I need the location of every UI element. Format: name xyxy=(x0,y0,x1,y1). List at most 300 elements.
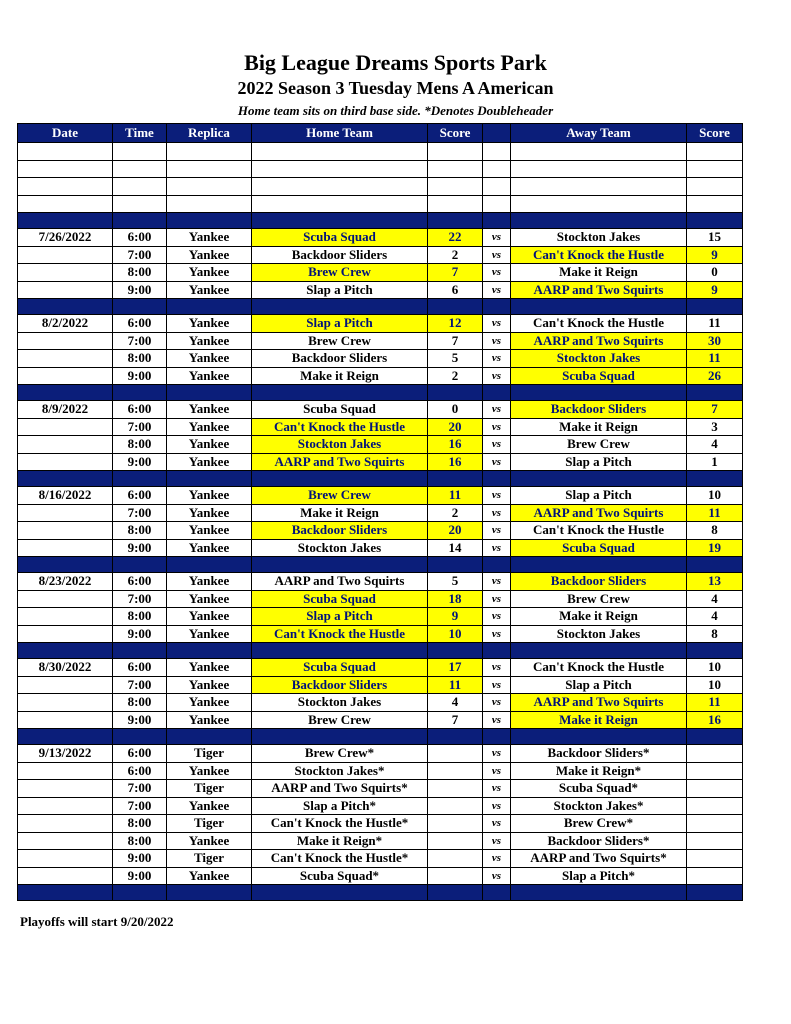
separator-cell xyxy=(483,385,511,401)
away-team: Stockton Jakes xyxy=(511,625,687,643)
game-row xyxy=(18,797,743,815)
away-score xyxy=(687,762,743,780)
game-row xyxy=(18,418,743,436)
game-time: 6:00 xyxy=(113,762,167,780)
blank-cell xyxy=(687,143,743,161)
separator-cell xyxy=(18,471,113,487)
home-team: Stockton Jakes xyxy=(252,694,428,712)
separator-cell xyxy=(483,213,511,229)
away-score: 0 xyxy=(687,264,743,282)
game-date: 9/13/2022 xyxy=(18,745,113,763)
home-team: Scuba Squad xyxy=(252,229,428,247)
home-score xyxy=(428,762,483,780)
game-time: 9:00 xyxy=(113,867,167,885)
game-time: 6:00 xyxy=(113,573,167,591)
separator-cell xyxy=(687,213,743,229)
vs-label: vs xyxy=(483,590,511,608)
game-replica: Yankee xyxy=(167,436,252,454)
separator-cell xyxy=(113,729,167,745)
separator-cell xyxy=(511,885,687,901)
blank-cell xyxy=(511,195,687,213)
away-team: Make it Reign xyxy=(511,264,687,282)
home-score xyxy=(428,867,483,885)
away-team: Backdoor Sliders* xyxy=(511,832,687,850)
home-team: Stockton Jakes xyxy=(252,539,428,557)
home-score: 2 xyxy=(428,367,483,385)
vs-label: vs xyxy=(483,780,511,798)
separator-row xyxy=(18,385,743,401)
game-time: 7:00 xyxy=(113,797,167,815)
vs-label: vs xyxy=(483,711,511,729)
away-team: Stockton Jakes xyxy=(511,350,687,368)
game-time: 8:00 xyxy=(113,815,167,833)
separator-row xyxy=(18,729,743,745)
game-time: 8:00 xyxy=(113,832,167,850)
separator-cell xyxy=(483,471,511,487)
away-team: Brew Crew* xyxy=(511,815,687,833)
home-team: Slap a Pitch xyxy=(252,281,428,299)
separator-cell xyxy=(511,729,687,745)
game-row xyxy=(18,780,743,798)
game-row xyxy=(18,815,743,833)
separator-row xyxy=(18,471,743,487)
away-score: 10 xyxy=(687,676,743,694)
home-score xyxy=(428,815,483,833)
game-time: 6:00 xyxy=(113,745,167,763)
separator-cell xyxy=(428,557,483,573)
blank-cell xyxy=(428,195,483,213)
game-replica: Tiger xyxy=(167,780,252,798)
separator-cell xyxy=(428,729,483,745)
game-time: 6:00 xyxy=(113,401,167,419)
col-vs-header xyxy=(483,124,511,143)
home-score: 7 xyxy=(428,264,483,282)
blank-cell xyxy=(18,178,113,196)
blank-cell xyxy=(428,143,483,161)
separator-cell xyxy=(252,213,428,229)
separator-row xyxy=(18,213,743,229)
home-team: Can't Knock the Hustle* xyxy=(252,815,428,833)
game-replica: Yankee xyxy=(167,350,252,368)
game-date-empty xyxy=(18,332,113,350)
game-time: 8:00 xyxy=(113,264,167,282)
vs-label: vs xyxy=(483,453,511,471)
away-score: 16 xyxy=(687,711,743,729)
vs-label: vs xyxy=(483,659,511,677)
separator-cell xyxy=(167,643,252,659)
separator-cell xyxy=(252,385,428,401)
separator-cell xyxy=(113,557,167,573)
separator-cell xyxy=(18,385,113,401)
away-team: Make it Reign* xyxy=(511,762,687,780)
home-score: 11 xyxy=(428,487,483,505)
separator-cell xyxy=(18,299,113,315)
game-replica: Yankee xyxy=(167,762,252,780)
game-time: 7:00 xyxy=(113,780,167,798)
vs-label: vs xyxy=(483,401,511,419)
col-away-score-header: Score xyxy=(687,124,743,143)
separator-cell xyxy=(18,213,113,229)
game-row xyxy=(18,676,743,694)
vs-label: vs xyxy=(483,832,511,850)
away-team: Brew Crew xyxy=(511,590,687,608)
home-team: Brew Crew* xyxy=(252,745,428,763)
away-team: Slap a Pitch xyxy=(511,453,687,471)
home-team: Scuba Squad xyxy=(252,590,428,608)
blank-row xyxy=(18,160,743,178)
separator-cell xyxy=(252,557,428,573)
separator-row xyxy=(18,299,743,315)
home-team: AARP and Two Squirts xyxy=(252,573,428,591)
separator-cell xyxy=(687,557,743,573)
home-score: 20 xyxy=(428,418,483,436)
vs-label: vs xyxy=(483,797,511,815)
home-score: 4 xyxy=(428,694,483,712)
away-team: Can't Knock the Hustle xyxy=(511,246,687,264)
game-replica: Yankee xyxy=(167,590,252,608)
blank-cell xyxy=(18,160,113,178)
away-team: Slap a Pitch* xyxy=(511,867,687,885)
separator-cell xyxy=(167,385,252,401)
separator-cell xyxy=(483,885,511,901)
game-time: 9:00 xyxy=(113,453,167,471)
home-team: Make it Reign xyxy=(252,504,428,522)
home-team: Can't Knock the Hustle xyxy=(252,625,428,643)
vs-label: vs xyxy=(483,676,511,694)
home-score: 22 xyxy=(428,229,483,247)
game-row xyxy=(18,608,743,626)
game-row xyxy=(18,315,743,333)
game-row xyxy=(18,522,743,540)
separator-cell xyxy=(428,471,483,487)
separator-cell xyxy=(428,643,483,659)
home-score xyxy=(428,780,483,798)
game-date-empty xyxy=(18,504,113,522)
separator-cell xyxy=(167,213,252,229)
game-row xyxy=(18,573,743,591)
vs-label: vs xyxy=(483,694,511,712)
home-team: Can't Knock the Hustle* xyxy=(252,850,428,868)
away-score: 15 xyxy=(687,229,743,247)
home-score: 12 xyxy=(428,315,483,333)
separator-cell xyxy=(511,385,687,401)
home-team: Make it Reign xyxy=(252,367,428,385)
separator-cell xyxy=(428,213,483,229)
away-team: Slap a Pitch xyxy=(511,676,687,694)
away-team: Scuba Squad* xyxy=(511,780,687,798)
col-date-header: Date xyxy=(18,124,113,143)
away-team: Stockton Jakes* xyxy=(511,797,687,815)
separator-cell xyxy=(252,729,428,745)
blank-cell xyxy=(167,178,252,196)
separator-cell xyxy=(252,885,428,901)
vs-label: vs xyxy=(483,246,511,264)
blank-cell xyxy=(511,143,687,161)
blank-cell xyxy=(483,160,511,178)
blank-cell xyxy=(687,160,743,178)
home-score: 2 xyxy=(428,504,483,522)
game-row xyxy=(18,539,743,557)
separator-cell xyxy=(18,643,113,659)
blank-cell xyxy=(483,178,511,196)
blank-cell xyxy=(167,143,252,161)
separator-cell xyxy=(511,299,687,315)
game-date-empty xyxy=(18,418,113,436)
game-replica: Yankee xyxy=(167,711,252,729)
separator-cell xyxy=(511,471,687,487)
away-score xyxy=(687,815,743,833)
game-time: 6:00 xyxy=(113,229,167,247)
home-score: 11 xyxy=(428,676,483,694)
game-row xyxy=(18,487,743,505)
separator-cell xyxy=(113,471,167,487)
away-score: 9 xyxy=(687,281,743,299)
away-team: Backdoor Sliders* xyxy=(511,745,687,763)
game-row xyxy=(18,229,743,247)
game-replica: Yankee xyxy=(167,332,252,350)
col-away-team-header: Away Team xyxy=(511,124,687,143)
home-team: Brew Crew xyxy=(252,487,428,505)
blank-cell xyxy=(113,195,167,213)
vs-label: vs xyxy=(483,281,511,299)
vs-label: vs xyxy=(483,850,511,868)
separator-cell xyxy=(18,885,113,901)
away-team: Make it Reign xyxy=(511,418,687,436)
away-team: Can't Knock the Hustle xyxy=(511,659,687,677)
home-team: Backdoor Sliders xyxy=(252,522,428,540)
game-replica: Yankee xyxy=(167,573,252,591)
game-row xyxy=(18,367,743,385)
game-row xyxy=(18,246,743,264)
game-date-empty xyxy=(18,850,113,868)
blank-cell xyxy=(483,195,511,213)
home-score: 17 xyxy=(428,659,483,677)
game-row xyxy=(18,711,743,729)
away-team: Backdoor Sliders xyxy=(511,401,687,419)
vs-label: vs xyxy=(483,745,511,763)
away-team: AARP and Two Squirts xyxy=(511,504,687,522)
game-time: 9:00 xyxy=(113,539,167,557)
home-score: 6 xyxy=(428,281,483,299)
separator-cell xyxy=(113,885,167,901)
separator-cell xyxy=(428,299,483,315)
vs-label: vs xyxy=(483,264,511,282)
home-team: Scuba Squad* xyxy=(252,867,428,885)
away-team: Can't Knock the Hustle xyxy=(511,315,687,333)
game-row xyxy=(18,694,743,712)
separator-cell xyxy=(687,471,743,487)
game-row xyxy=(18,867,743,885)
home-score: 18 xyxy=(428,590,483,608)
game-replica: Tiger xyxy=(167,850,252,868)
vs-label: vs xyxy=(483,522,511,540)
away-score: 26 xyxy=(687,367,743,385)
game-date-empty xyxy=(18,867,113,885)
home-team: Can't Knock the Hustle xyxy=(252,418,428,436)
playoffs-note: Playoffs will start 9/20/2022 xyxy=(20,914,174,929)
game-time: 9:00 xyxy=(113,711,167,729)
game-replica: Yankee xyxy=(167,229,252,247)
game-replica: Yankee xyxy=(167,281,252,299)
game-replica: Yankee xyxy=(167,522,252,540)
game-replica: Yankee xyxy=(167,694,252,712)
game-time: 9:00 xyxy=(113,850,167,868)
home-score xyxy=(428,832,483,850)
home-team: Scuba Squad xyxy=(252,659,428,677)
away-team: Brew Crew xyxy=(511,436,687,454)
away-team: Scuba Squad xyxy=(511,367,687,385)
game-replica: Yankee xyxy=(167,625,252,643)
col-replica-header: Replica xyxy=(167,124,252,143)
game-replica: Tiger xyxy=(167,815,252,833)
schedule-table xyxy=(17,123,743,901)
blank-row xyxy=(18,178,743,196)
game-date: 8/16/2022 xyxy=(18,487,113,505)
away-team: AARP and Two Squirts xyxy=(511,281,687,299)
separator-cell xyxy=(113,299,167,315)
home-team: Stockton Jakes* xyxy=(252,762,428,780)
away-score: 11 xyxy=(687,504,743,522)
blank-cell xyxy=(252,143,428,161)
away-score: 4 xyxy=(687,608,743,626)
blank-cell xyxy=(428,178,483,196)
separator-cell xyxy=(511,213,687,229)
game-time: 8:00 xyxy=(113,694,167,712)
game-time: 7:00 xyxy=(113,246,167,264)
away-score: 4 xyxy=(687,590,743,608)
game-replica: Yankee xyxy=(167,315,252,333)
game-date-empty xyxy=(18,608,113,626)
game-date-empty xyxy=(18,815,113,833)
separator-row xyxy=(18,885,743,901)
away-team: Can't Knock the Hustle xyxy=(511,522,687,540)
blank-row xyxy=(18,195,743,213)
separator-cell xyxy=(511,643,687,659)
game-date-empty xyxy=(18,694,113,712)
game-date-empty xyxy=(18,539,113,557)
game-time: 8:00 xyxy=(113,436,167,454)
separator-cell xyxy=(483,643,511,659)
separator-row xyxy=(18,557,743,573)
game-date: 8/30/2022 xyxy=(18,659,113,677)
game-replica: Yankee xyxy=(167,453,252,471)
home-score xyxy=(428,850,483,868)
schedule-body xyxy=(18,143,743,901)
separator-cell xyxy=(428,885,483,901)
away-score: 10 xyxy=(687,487,743,505)
away-score: 1 xyxy=(687,453,743,471)
col-home-team-header: Home Team xyxy=(252,124,428,143)
blank-cell xyxy=(113,143,167,161)
separator-cell xyxy=(167,471,252,487)
game-replica: Yankee xyxy=(167,401,252,419)
away-score: 11 xyxy=(687,350,743,368)
home-team: Brew Crew xyxy=(252,711,428,729)
vs-label: vs xyxy=(483,350,511,368)
separator-cell xyxy=(483,557,511,573)
home-team: AARP and Two Squirts xyxy=(252,453,428,471)
game-replica: Tiger xyxy=(167,745,252,763)
game-replica: Yankee xyxy=(167,797,252,815)
separator-cell xyxy=(687,729,743,745)
game-time: 6:00 xyxy=(113,487,167,505)
game-replica: Yankee xyxy=(167,264,252,282)
game-row xyxy=(18,332,743,350)
game-replica: Yankee xyxy=(167,487,252,505)
game-date-empty xyxy=(18,676,113,694)
home-team: Brew Crew xyxy=(252,332,428,350)
away-score: 3 xyxy=(687,418,743,436)
vs-label: vs xyxy=(483,625,511,643)
game-time: 7:00 xyxy=(113,504,167,522)
game-time: 7:00 xyxy=(113,332,167,350)
vs-label: vs xyxy=(483,229,511,247)
vs-label: vs xyxy=(483,815,511,833)
game-date-empty xyxy=(18,832,113,850)
game-date-empty xyxy=(18,797,113,815)
separator-cell xyxy=(511,557,687,573)
separator-cell xyxy=(252,643,428,659)
vs-label: vs xyxy=(483,315,511,333)
separator-cell xyxy=(687,643,743,659)
blank-cell xyxy=(113,178,167,196)
game-row xyxy=(18,590,743,608)
vs-label: vs xyxy=(483,487,511,505)
away-score: 4 xyxy=(687,436,743,454)
separator-cell xyxy=(113,643,167,659)
separator-cell xyxy=(687,385,743,401)
home-team: Slap a Pitch* xyxy=(252,797,428,815)
blank-cell xyxy=(511,178,687,196)
away-team: AARP and Two Squirts xyxy=(511,332,687,350)
col-time-header: Time xyxy=(113,124,167,143)
game-replica: Yankee xyxy=(167,676,252,694)
away-score: 11 xyxy=(687,315,743,333)
game-date-empty xyxy=(18,762,113,780)
game-time: 6:00 xyxy=(113,659,167,677)
home-score: 5 xyxy=(428,350,483,368)
away-score: 8 xyxy=(687,625,743,643)
blank-cell xyxy=(252,178,428,196)
game-date-empty xyxy=(18,453,113,471)
game-replica: Yankee xyxy=(167,832,252,850)
vs-label: vs xyxy=(483,436,511,454)
game-date-empty xyxy=(18,367,113,385)
game-row xyxy=(18,762,743,780)
separator-cell xyxy=(113,213,167,229)
separator-cell xyxy=(687,885,743,901)
home-team: Backdoor Sliders xyxy=(252,350,428,368)
game-date-empty xyxy=(18,436,113,454)
vs-label: vs xyxy=(483,367,511,385)
away-team: Scuba Squad xyxy=(511,539,687,557)
game-date-empty xyxy=(18,350,113,368)
home-team: Slap a Pitch xyxy=(252,315,428,333)
game-row xyxy=(18,281,743,299)
blank-cell xyxy=(687,195,743,213)
game-time: 7:00 xyxy=(113,676,167,694)
vs-label: vs xyxy=(483,573,511,591)
game-date: 8/2/2022 xyxy=(18,315,113,333)
game-row xyxy=(18,625,743,643)
blank-cell xyxy=(511,160,687,178)
game-date-empty xyxy=(18,522,113,540)
blank-cell xyxy=(167,160,252,178)
away-score xyxy=(687,832,743,850)
away-team: AARP and Two Squirts* xyxy=(511,850,687,868)
game-date-empty xyxy=(18,264,113,282)
away-score xyxy=(687,867,743,885)
